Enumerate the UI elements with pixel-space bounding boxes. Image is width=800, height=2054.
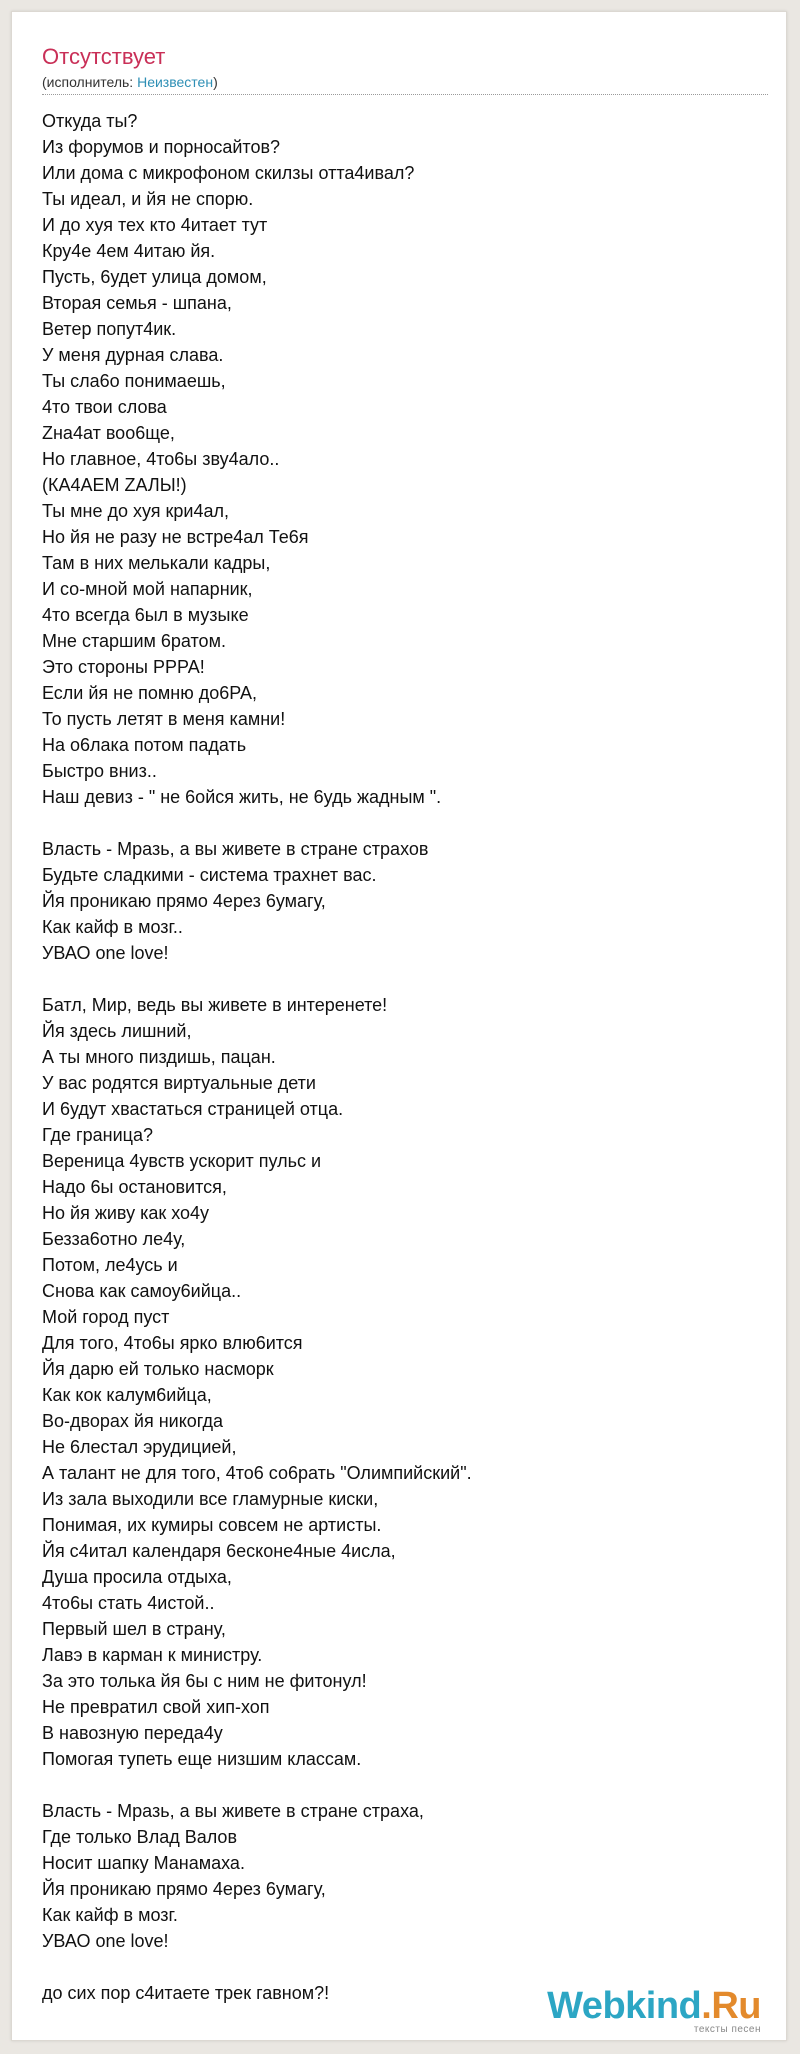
lyric-line: Снова как самоу6ийца..	[42, 1281, 242, 1301]
lyric-line: За это толька йя 6ы с ним не фитонул!	[42, 1671, 367, 1691]
lyric-line: Батл, Мир, ведь вы живете в интеренете!	[42, 995, 388, 1015]
lyric-line: Из форумов и порносайтов?	[42, 137, 281, 157]
lyric-line: Откуда ты?	[42, 111, 138, 131]
lyric-line: Где граница?	[42, 1125, 153, 1145]
lyric-line: Ты идеал, и йя не спорю.	[42, 189, 254, 209]
lyric-line: Zна4ат воо6ще,	[42, 423, 175, 443]
lyric-line: Быстро вниз..	[42, 761, 157, 781]
lyric-line: Йя дарю ей только насморк	[42, 1359, 274, 1379]
lyric-line: Первый шел в страну,	[42, 1619, 226, 1639]
lyrics-text	[42, 108, 762, 2006]
lyric-line: Вереница 4увств ускорит пульс и	[42, 1151, 322, 1171]
lyric-blank-line	[42, 966, 762, 992]
lyric-line: Йя с4итал календаря 6есконе4ные 4исла,	[42, 1541, 396, 1561]
lyric-line: Из зала выходили все гламурные киски,	[42, 1489, 379, 1509]
lyric-line: То пусть летят в меня камни!	[42, 709, 286, 729]
lyric-line: У меня дурная слава.	[42, 345, 224, 365]
logo-part-kind: kind	[625, 1985, 702, 2027]
lyric-line: 4то6ы стать 4истой..	[42, 1593, 215, 1613]
lyric-line: Во-дворах йя никогда	[42, 1411, 224, 1431]
lyric-blank-line	[42, 1772, 762, 1798]
lyric-line: А ты много пиздишь, пацан.	[42, 1047, 276, 1067]
lyric-line: Будьте сладкими - система трахнет вас.	[42, 865, 377, 885]
lyric-line: Помогая тупеть еще низшим классам.	[42, 1749, 362, 1769]
lyric-line: И до хуя тех кто 4итает тут	[42, 215, 268, 235]
lyric-line: Потом, ле4усь и	[42, 1255, 178, 1275]
lyric-line: Как кок калум6ийца,	[42, 1385, 212, 1405]
lyric-line: Надо 6ы остановится,	[42, 1177, 227, 1197]
lyric-line: до сих пор с4итаете трек гавном?!	[42, 1983, 330, 2003]
lyric-line: (КА4АЕМ ZАЛЫ!)	[42, 475, 187, 495]
lyric-line: Власть - Мразь, а вы живете в стране страха,	[42, 1801, 424, 1821]
lyric-blank-line	[42, 810, 762, 836]
site-logo[interactable]	[547, 1986, 761, 2036]
lyric-line: Носит шапку Манамаха.	[42, 1853, 245, 1873]
lyric-line: На о6лака потом падать	[42, 735, 247, 755]
lyric-line: Для того, 4то6ы ярко влю6ится	[42, 1333, 303, 1353]
lyric-line: Мой город пуст	[42, 1307, 170, 1327]
lyric-line: Пусть, 6удет улица домом,	[42, 267, 267, 287]
logo-tagline: тексты песен	[693, 2024, 761, 2035]
lyric-line: УВАО one love!	[42, 1931, 169, 1951]
lyric-line: Где только Влад Валов	[42, 1827, 238, 1847]
lyric-line: Это стороны РРРА!	[42, 657, 205, 677]
artist-prefix: (исполнитель:	[42, 74, 138, 90]
lyric-line: Йя проникаю прямо 4ерез 6умагу,	[42, 891, 326, 911]
lyric-line: УВАО one love!	[42, 943, 169, 963]
lyric-line: Мне старшим 6ратом.	[42, 631, 226, 651]
lyric-line: Как кайф в мозг..	[42, 917, 183, 937]
lyric-line: Кру4е 4ем 4итаю йя.	[42, 241, 216, 261]
logo-part-ru: .Ru	[701, 1985, 761, 2027]
lyric-blank-line	[42, 1954, 762, 1980]
header-divider	[42, 94, 768, 95]
lyric-line: Ты мне до хуя кри4ал,	[42, 501, 229, 521]
lyric-line: Йя проникаю прямо 4ерез 6умагу,	[42, 1879, 326, 1899]
lyric-line: В навозную переда4у	[42, 1723, 223, 1743]
lyric-line: Вторая семья - шпана,	[42, 293, 232, 313]
artist-line	[42, 73, 218, 91]
lyric-line: И со-мной мой напарник,	[42, 579, 253, 599]
logo-wordmark	[547, 1986, 761, 2026]
lyric-line: Там в них мелькали кадры,	[42, 553, 271, 573]
lyric-line: Или дома с микрофоном скилзы отта4ивал?	[42, 163, 415, 183]
artist-suffix: )	[213, 74, 218, 90]
lyric-line: Как кайф в мозг.	[42, 1905, 178, 1925]
lyric-line: Власть - Мразь, а вы живете в стране страхов	[42, 839, 429, 859]
lyric-line: Лавэ в карман к министру.	[42, 1645, 263, 1665]
lyric-line: Ты сла6о понимаешь,	[42, 371, 226, 391]
lyric-line: Но йя живу как хо4у	[42, 1203, 210, 1223]
lyric-line: У вас родятся виртуальные дети	[42, 1073, 316, 1093]
lyric-line: И 6удут хвастаться страницей отца.	[42, 1099, 344, 1119]
lyric-line: Йя здесь лишний,	[42, 1021, 192, 1041]
lyric-line: Ветер попут4ик.	[42, 319, 177, 339]
lyric-line: А талант не для того, 4то6 со6рать "Олимпийский".	[42, 1463, 472, 1483]
lyric-line: Безза6отно ле4у,	[42, 1229, 186, 1249]
lyric-line: Наш девиз - " не 6ойся жить, не 6удь жадным ".	[42, 787, 442, 807]
lyric-line: Но йя не разу не встре4ал Те6я	[42, 527, 309, 547]
lyric-line: Понимая, их кумиры совсем не артисты.	[42, 1515, 382, 1535]
logo-part-web: Web	[547, 1985, 626, 2027]
song-title: Отсутствует	[42, 44, 166, 69]
lyric-line: Не 6лестал эрудицией,	[42, 1437, 237, 1457]
lyric-line: Душа просила отдыха,	[42, 1567, 232, 1587]
lyric-line: Не превратил свой хип-хоп	[42, 1697, 270, 1717]
lyric-line: 4то твои слова	[42, 397, 167, 417]
lyric-line: 4то всегда 6ыл в музыке	[42, 605, 249, 625]
lyric-line: Но главное, 4то6ы зву4ало..	[42, 449, 280, 469]
artist-link[interactable]: Неизвестен	[137, 74, 214, 90]
lyric-line: Если йя не помню до6РА,	[42, 683, 258, 703]
lyrics-page	[11, 11, 787, 2041]
